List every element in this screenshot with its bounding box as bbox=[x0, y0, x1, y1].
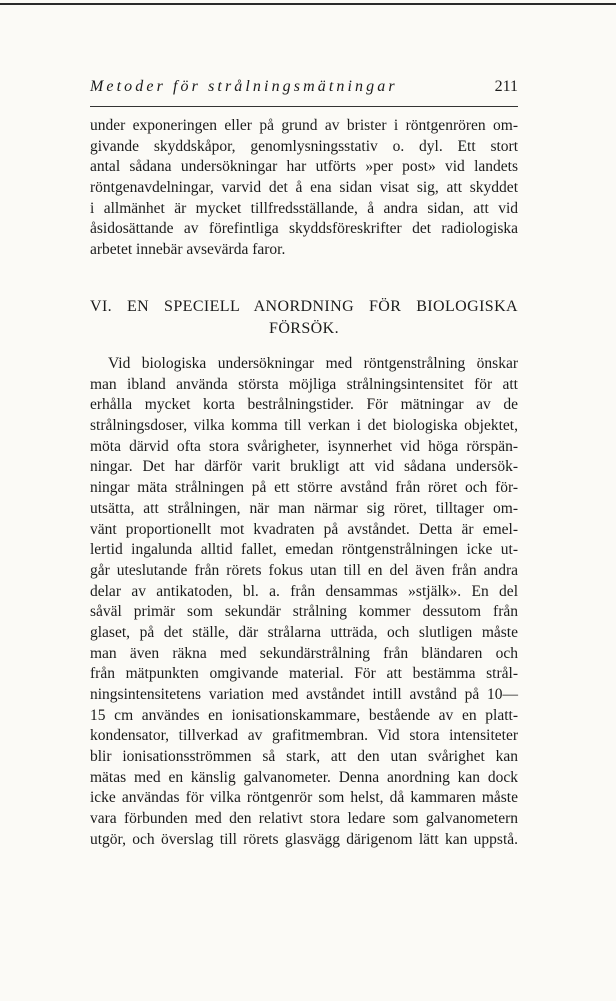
text-line: från mätpunkten omgivande material. För att bestämma strål- bbox=[90, 665, 518, 683]
text-line: lertid ingalunda alltid fallet, emedan röntgenstrålningen icke ut- bbox=[90, 541, 518, 559]
text-line: går uteslutande från rörets fokus utan till en del även från andra bbox=[90, 561, 518, 579]
header-rule bbox=[90, 106, 518, 107]
running-header bbox=[90, 78, 518, 100]
section-heading bbox=[90, 296, 518, 340]
running-header-title: Metoder för strålningsmätningar bbox=[90, 78, 398, 95]
body-paragraph bbox=[90, 354, 518, 851]
text-line: icke användas för vilka röntgenrör som helst, då kammaren måste bbox=[90, 789, 518, 807]
text-line: utgör, och överslag till rörets glasvägg därigenom lätt kan uppstå. bbox=[90, 830, 518, 848]
text-line: ningar mäta strålningen på ett större avstånd från röret och för- bbox=[90, 479, 518, 497]
text-line: 15 cm användes en ionisationskammare, bestående av en platt- bbox=[90, 706, 518, 724]
text-line: vara förbunden med den relativt stora ledare som galvanometern bbox=[90, 810, 518, 828]
text-line: Vid biologiska undersökningar med röntgenstrålning önskar bbox=[108, 355, 518, 372]
text-line: antal sådana undersökningar har utförts »per post» vid landets bbox=[90, 158, 518, 176]
text-line: åsidosättande av förefintliga skyddsföreskrifter det radiologiska bbox=[90, 220, 518, 238]
page-number: 211 bbox=[494, 78, 518, 95]
text-line: givande skyddskåpor, genomlysningsstativ o. dyl. Ett stort bbox=[90, 137, 518, 155]
text-line: strålningsdoser, vilka komma till verkan i det biologiska objektet, bbox=[90, 417, 518, 435]
top-rule bbox=[0, 3, 616, 5]
text-line: vänt proportionellt mot kvadraten på avståndet. Detta är emel- bbox=[90, 520, 518, 538]
text-line: arbetet innebär avsevärda faror. bbox=[90, 241, 286, 259]
text-line: under exponeringen eller på grund av brister i röntgenrören om- bbox=[90, 117, 518, 134]
intro-paragraph bbox=[90, 116, 518, 261]
text-line: mätas med en känslig galvanometer. Denna anordning kan dock bbox=[90, 768, 518, 786]
text-line: erhålla mycket korta bestrålningstider. För mätningar av de bbox=[90, 396, 518, 414]
text-line: blir ionisationsströmmen så stark, att den utan svårighet kan bbox=[90, 748, 518, 766]
text-line: man även räkna med sekundärstrålning från bländaren och bbox=[90, 644, 518, 662]
text-line: man ibland använda största möjliga strålningsintensitet för att bbox=[90, 375, 518, 393]
text-line: i allmänhet är mycket tillfredsställande, å andra sidan, att vid bbox=[90, 199, 518, 217]
text-line: glaset, på det ställe, där strålarna utträda, och slutligen måste bbox=[90, 623, 518, 641]
text-line: kondensator, tillverkad av grafitmembran. Vid stora intensiteter bbox=[90, 727, 518, 745]
text-line: delar av antikatoden, bl. a. från densammas »stjälk». En del bbox=[90, 582, 518, 600]
section-heading-line-1: VI. EN SPECIELL ANORDNING FÖR BIOLOGISKA bbox=[90, 298, 518, 315]
text-line: utsätta, att strålningen, när man närmar sig röret, tilltager om- bbox=[90, 499, 518, 517]
text-line: ningsintensitetens variation med avståndet intill avstånd på 10— bbox=[90, 686, 518, 703]
text-line: möta därvid ofta stora svårigheter, isynnerhet vid höga rörspän- bbox=[90, 437, 518, 455]
text-line: röntgenavdelningar, varvid det å ena sidan visat sig, att skyddet bbox=[90, 179, 518, 197]
section-heading-line-2: FÖRSÖK. bbox=[269, 320, 339, 337]
text-line: såväl primär som sekundär strålning kommer dessutom från bbox=[90, 603, 518, 621]
text-line: ningar. Det har därför varit brukligt att vid sådana undersök- bbox=[90, 458, 518, 476]
